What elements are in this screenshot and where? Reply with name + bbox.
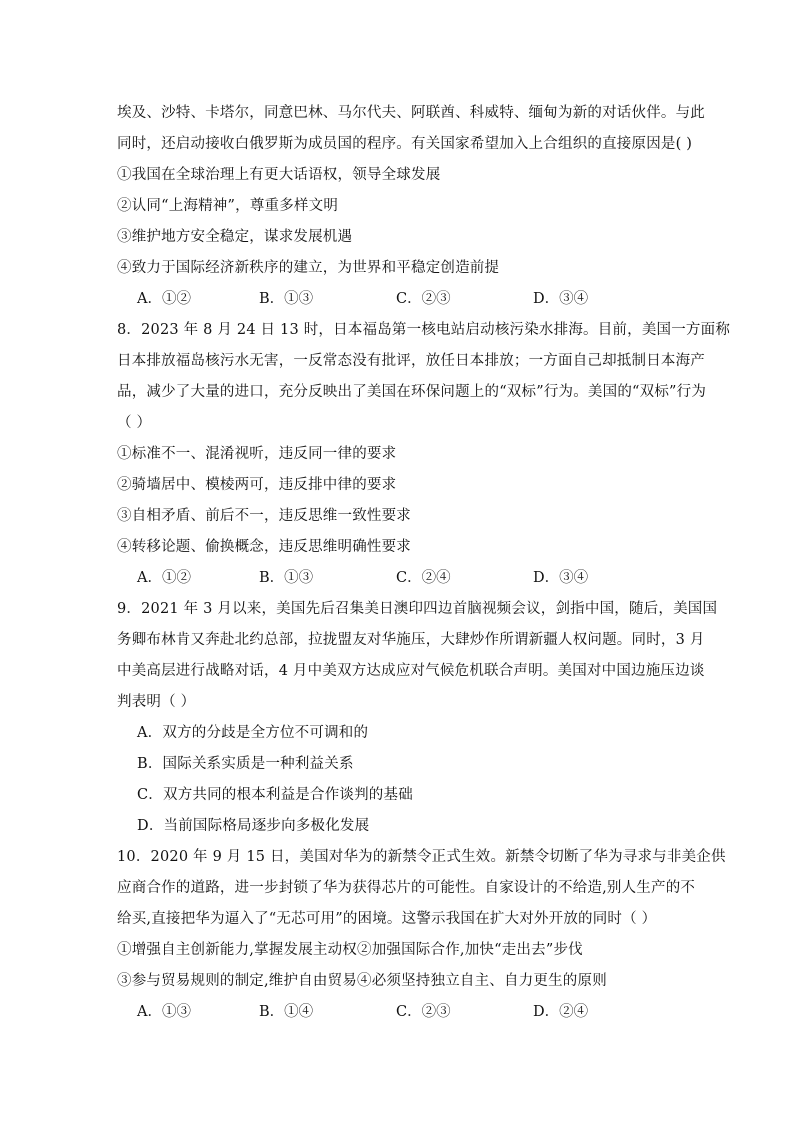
q10-item-line-2: ③参与贸易规则的制定,维护自由贸易④必须坚持独立自主、自力更生的原则 [117, 973, 607, 989]
q8-options [137, 568, 657, 588]
q9-stem-line-2: 务卿布林肯又奔赴北约总部，拉拢盟友对华施压，大肆炒作所谓新疆人权问题。同时，3 月 [117, 632, 705, 648]
q9-choice-d[interactable]: D．当前国际格局逐步向多极化发展 [137, 818, 370, 834]
q9-stem-line-4: 判表明（ ） [117, 694, 196, 710]
q7-item-3: ③维护地方安全稳定，谋求发展机遇 [117, 229, 353, 245]
q7-options [137, 289, 657, 309]
q8-stem-line-4: （ ） [117, 415, 152, 431]
q9-choice-b[interactable]: B．国际关系实质是一种利益关系 [137, 756, 354, 772]
q7-stem-line-1: 埃及、沙特、卡塔尔，同意巴林、马尔代夫、阿联酋、科威特、缅甸为新的对话伙伴。与此 [117, 105, 705, 121]
q10-stem-line-3: 给买,直接把华为逼入了“无芯可用”的困境。这警示我国在扩大对外开放的同时（ ） [117, 911, 657, 927]
q7-item-4: ④致力于国际经济新秩序的建立，为世界和平稳定创造前提 [117, 260, 500, 276]
q9-stem-line-1: 9．2021 年 3 月以来，美国先后召集美日澳印四边首脑视频会议，剑指中国，随后，美国国 [117, 601, 718, 617]
q7-option-c[interactable]: C．②③ [396, 291, 451, 307]
q9-stem-line-3: 中美高层进行战略对话，4 月中美双方达成应对气候危机联合声明。美国对中国边施压边谈 [117, 663, 705, 679]
q7-stem-line-2: 同时，还启动接收白俄罗斯为成员国的程序。有关国家希望加入上合组织的直接原因是( ) [117, 136, 693, 152]
q7-option-a[interactable]: A．①② [137, 291, 191, 307]
q8-item-2: ②骑墙居中、模棱两可，违反排中律的要求 [117, 477, 397, 493]
q10-option-d[interactable]: D．②④ [533, 1004, 589, 1020]
q10-stem-line-2: 应商合作的道路，进一步封锁了华为获得芯片的可能性。自家设计的不给造,别人生产的不 [117, 880, 696, 896]
q10-option-a[interactable]: A．①③ [137, 1004, 191, 1020]
q7-option-b[interactable]: B．①③ [259, 291, 314, 307]
q10-options [137, 1002, 657, 1022]
q8-item-3: ③自相矛盾、前后不一，违反思维一致性要求 [117, 508, 411, 524]
q9-choice-a[interactable]: A．双方的分歧是全方位不可调和的 [137, 725, 369, 741]
q8-item-4: ④转移论题、偷换概念，违反思维明确性要求 [117, 539, 411, 555]
q7-item-2: ②认同“上海精神”，尊重多样文明 [117, 198, 339, 214]
q8-stem-line-1: 8．2023 年 8 月 24 日 13 时，日本福岛第一核电站启动核污染水排海。目前，美国一方面称 [117, 322, 731, 338]
q8-option-c[interactable]: C．②④ [396, 570, 451, 586]
q10-option-c[interactable]: C．②③ [396, 1004, 451, 1020]
q10-option-b[interactable]: B．①④ [259, 1004, 314, 1020]
q7-option-d[interactable]: D．③④ [533, 291, 589, 307]
q8-item-1: ①标准不一、混淆视听，违反同一律的要求 [117, 446, 397, 462]
q10-stem-line-1: 10．2020 年 9 月 15 日，美国对华为的新禁令正式生效。新禁令切断了华为寻求与非美企供 [117, 849, 726, 865]
q10-item-line-1: ①增强自主创新能力,掌握发展主动权②加强国际合作,加快“走出去”步伐 [117, 942, 583, 958]
q7-item-1: ①我国在全球治理上有更大话语权，领导全球发展 [117, 167, 441, 183]
q8-stem-line-2: 日本排放福岛核污水无害，一反常态没有批评，放任日本排放；一方面自己却抵制日本海产 [117, 353, 705, 369]
q8-option-b[interactable]: B．①③ [259, 570, 314, 586]
q8-stem-line-3: 品，减少了大量的进口，充分反映出了美国在环保问题上的“双标”行为。美国的“双标”行为 [117, 384, 707, 400]
q8-option-a[interactable]: A．①② [137, 570, 191, 586]
q9-choice-c[interactable]: C．双方共同的根本利益是合作谈判的基础 [137, 787, 413, 803]
q8-option-d[interactable]: D．③④ [533, 570, 589, 586]
